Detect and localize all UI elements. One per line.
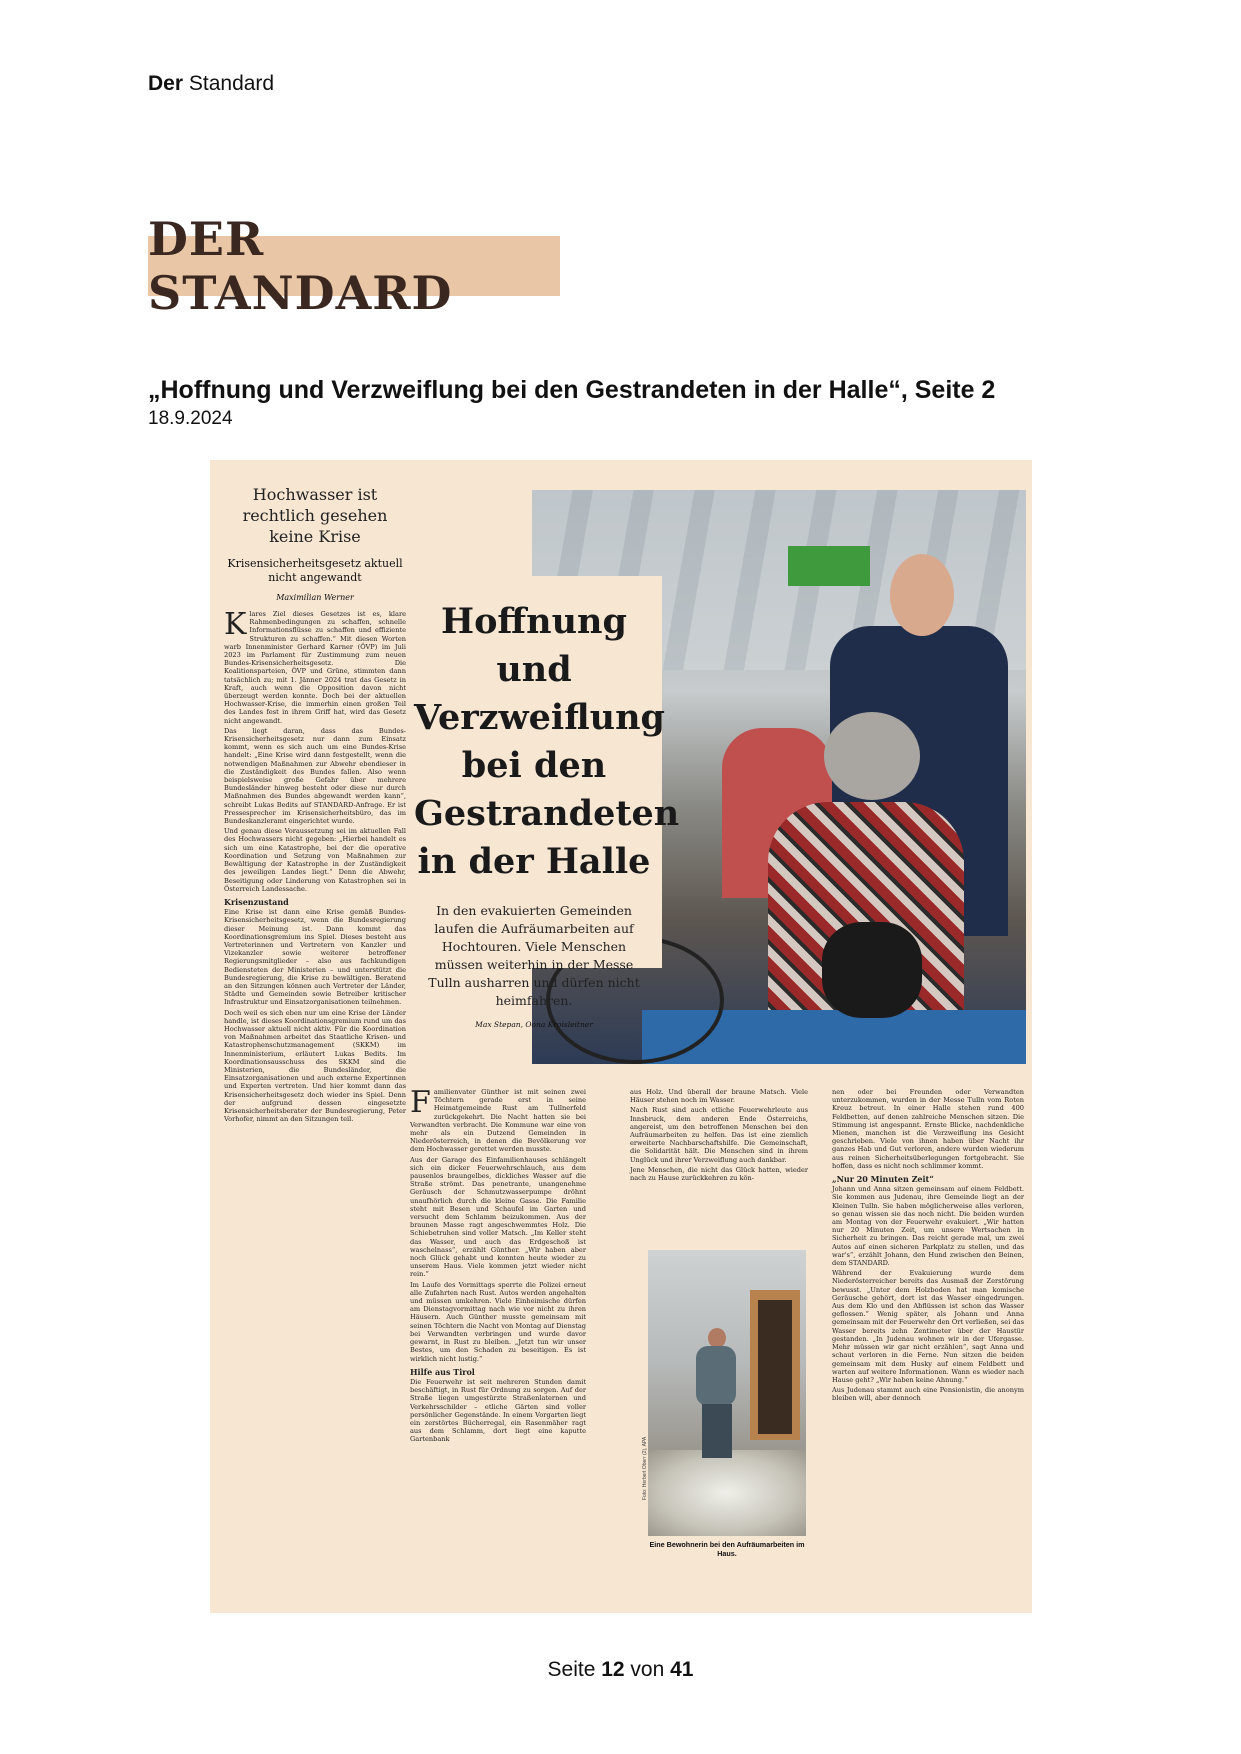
cleanup-photo	[648, 1250, 806, 1536]
source-header	[148, 72, 274, 96]
main-paragraph	[410, 1085, 586, 1154]
main-paragraph: Die Feuerwehr ist seit mehreren Stunden damit beschäftigt, in Rust für Ordnung zu sorgen. Auf der Straße liegen umgestürzte Straßenlaternen und Verkehrsschilder – etliche Gärten sind voller persönlicher Gegenstände. In einem Vorgarten liegt ein zerstörtes Bücherregal, ein Rasenmäher ragt aus dem Schlamm, dort liegt eine kaputte Gartenbank	[410, 1377, 586, 1444]
photo-knit-hat	[824, 712, 920, 800]
footer-prefix: Seite	[547, 1658, 602, 1681]
main-byline: Max Stepan, Oona Kroisleitner	[475, 1020, 593, 1029]
main-subhead: „Nur 20 Minuten Zeit“	[832, 1174, 934, 1185]
photo-figure-body	[696, 1346, 736, 1406]
main-paragraph: Aus der Garage des Einfamilienhauses schlängelt sich ein dicker Feuerwehrschlauch, aus dem pausenlos braungelbes, dickliches Wasser auf die Straße strömt. Das penetrante, unangenehme Geräusch der Schmutzwasserpumpe dröhnt unaufhörlich durch die kleine Gasse. Die Familie steht mit Besen und Schaufel im Garten und versucht dem Schlamm beizukommen. Aus der braunen Masse ragt angeschwemmtes Holz. Die Schiebetruhen sind voller Matsch. „Im Keller steht das Wasser, und auch das Erdgeschoß ist waschelnass“, erzählt Günther. „Wir haben aber noch Glück gehabt und konnten heute wieder zu unserem Haus. Viele kommen jetzt wieder nicht rein.“	[410, 1155, 586, 1279]
total-pages: 41	[670, 1658, 694, 1681]
main-column-2	[630, 1088, 808, 1184]
page-footer	[0, 1658, 1241, 1682]
sidebar-body	[224, 607, 406, 1124]
paragraph-text: amilienvater Günther ist mit seinen zwei Töchtern gerade erst in seine Heimatgemeinde Rust am Tullnerfeld zurückgekehrt. Die Nacht hatten sie bei Verwandten verbracht. Die Kommune war eine von mehr als ein Dutzend Gemeinden in Niederösterreich, in denen die Bevölkerung vor dem Hochwasser gerettet werden musste.	[410, 1088, 586, 1154]
source-brand-bold: Der	[148, 72, 184, 95]
sidebar-paragraph: Eine Krise ist dann eine Krise gemäß Bundes-Krisensicherheitsgesetz, wenn die Bundesregierung dieser Meinung ist. Dann kommt das Koordinationsgremium ins Spiel. Dieses besteht aus Vertreterinnen und Vertretern von Kanzler und Vizekanzler sowie weiterer betroffener Regierungsmitglieder – also aus fachkundigen Bediensteten der Ministerien – und unterstützt die Bundesregierung, die Krise zu bewältigen. Beratend an den Sitzungen können auch Vertreter der Länder, Städte und Gemeinden sowie Betreiber kritischer Infrastruktur und Einsatzorganisationen teilnehmen.	[224, 908, 406, 1007]
main-column-3	[832, 1088, 1024, 1405]
sidebar-article	[224, 484, 406, 1125]
sidebar-paragraph: Das liegt daran, dass das Bundes-Krisensicherheitsgesetz nur dann zum Einsatz kommt, wenn es sich auch um eine Bundes-Krise handelt: „Eine Krise wird dann festgestellt, wenn die notwendigen Maßnahmen zur Abwehr ebendieser in die Zuständigkeit des Bundes fallen. Also wenn beispielsweise große Gefahr über mehrere Bundesländer hinweg besteht oder diese nur durch Maßnahmen des Bundes abgewandt werden kann“, schreibt Lukas Bedits auf STANDARD-Anfrage. Er ist Pressesprecher im Krisensicherheitsbüro, das im Bundeskanzleramt eingerichtet wurde.	[224, 726, 406, 826]
photo-credit: Foto: Herbert Oberr (2), APA	[642, 1436, 648, 1500]
main-paragraph: Jene Menschen, die nicht das Glück hatten, wieder nach zu Hause zurückkehren zu kön-	[630, 1165, 808, 1183]
photo-doorway	[758, 1300, 792, 1434]
sidebar-headline: Hochwasser ist rechtlich gesehen keine Krise	[242, 485, 388, 546]
document-date: 18.9.2024	[148, 408, 233, 429]
source-brand-rest: Standard	[183, 72, 275, 95]
sidebar-subhead: Krisenzustand	[224, 896, 289, 907]
photo-bag	[822, 922, 922, 1018]
main-paragraph: nen oder bei Freunden oder Verwandten unterzukommen, wurden in der Messe Tulln vom Roten Kreuz betreut. In einer Halle stehen rund 400 Feldbetten, auf denen zahlreiche Menschen sitzen. Die Stimmung ist angespannt. Ernste Blicke, nachdenkliche Mienen, manchen ist die Verzweiflung ins Gesicht geschrieben. Viele von ihnen haben über Nacht ihr ganzes Hab und Gut verloren, andere wurden wiederum aus reinen Sicherheitsüberlegungen fortgebracht. Sie hoffen, dass es nicht noch schlimmer kommt.	[832, 1088, 1024, 1170]
photo-figure-legs	[702, 1404, 732, 1458]
document-title: „Hoffnung und Verzweiflung bei den Gestrandeten in der Halle“, Seite 2	[148, 376, 996, 404]
sidebar-paragraph: Und genau diese Voraussetzung sei im aktuellen Fall des Hochwassers nicht gegeben: „Hierbei handelt es sich um eine Katastrophe, bei der die operative Koordination und Setzung von Maßnahmen zur Bewältigung der Katastrophe in der Zuständigkeit des jeweiligen Landes liegt.“ Denn die Abwehr, Beseitigung oder Linderung von Katastrophen sei in Österreich Landessache.	[224, 827, 406, 893]
main-headline-box	[406, 576, 680, 1029]
photo-caption: Eine Bewohnerin bei den Aufräumarbeiten im Haus.	[649, 1540, 805, 1558]
main-paragraph: Aus Judenau stammt auch eine Pensionistin, die anonym bleiben will, aber dennoch	[832, 1386, 1024, 1403]
dropcap: K	[224, 607, 247, 642]
sidebar-paragraph	[224, 607, 406, 725]
main-column-1	[410, 1085, 586, 1446]
main-paragraph: Nach Rust sind auch etliche Feuerwehrleute aus Innsbruck, dem anderen Ende Österreichs, angereist, um den betroffenen Menschen bei den Aufräumarbeiten zu helfen. Das ist eine ziemlich erweiterte Nachbarschaftshilfe. Die Gemeinschaft, die Solidarität hält. Die Menschen sind in ihrem Unglück und ihrer Verzweiflung auch dankbar.	[630, 1106, 808, 1164]
current-page-number: 12	[601, 1658, 625, 1681]
sidebar-author: Maximilian Werner	[276, 593, 354, 602]
paragraph-text: lares Ziel dieses Gesetzes ist es, klare Rahmenbedingungen zu schaffen, schnelle Informationsflüsse zu schaffen und effiziente Strukturen zu schaffen.“ Mit diesen Worten warb Innenminister Gerhard Karner (ÖVP) im Juli 2023 im Parlament für Zustimmung zum neuen Bundes-Krisensicherheitsgesetz. Die Koalitionsparteien, ÖVP und Grüne, stimmten dann tatsächlich zu; mit 1. Jänner 2024 trat das Gesetz in Kraft, auch wenn die Opposition davon nicht überzeugt werden konnte. Doch bei der aktuellen Hochwasser-Krise, die immerhin einen großen Teil des Landes fest in ihrem Griff hat, wird das Gesetz nicht angewandt.	[224, 610, 406, 725]
main-subhead: Hilfe aus Tirol	[410, 1366, 475, 1377]
newspaper-logo	[148, 212, 560, 320]
newspaper-clipping	[210, 460, 1032, 1613]
dropcap: F	[410, 1085, 431, 1120]
logo-text: DER STANDARD	[148, 212, 453, 320]
exit-sign	[788, 546, 870, 586]
sidebar-paragraph: Doch weil es sich eben nur um eine Krise der Länder handle, ist dieses Koordinationsgremium rund um das Hochwasser aktuell nicht aktiv. Für die Koordination von Maßnahmen arbeitet das Staatliche Krisen- und Katastrophenschutzmanagement (SKKM) im Innenministerium, erläutert Lukas Bedits. Im Koordinationsausschuss des SKKM sind die Ministerien, die Bundesländer, die Einsatzorganisationen und auch externe Expertinnen und Experten vertreten. Und hier kommt dann das Krisensicherheitsgesetz doch wieder ins Spiel. Denn der aufgrund dessen eingesetzte Krisensicherheitsberater der Bundesregierung, Peter Vorhofer, nimmt an den Sitzungen teil.	[224, 1008, 406, 1124]
main-paragraph: Während der Evakuierung wurde dem Niederösterreicher bereits das Ausmaß der Zerstörung bewusst. „Unter dem Holzboden hat man komische Geräusche gehört, dort ist das Wasser eingedrungen. Aus dem Klo und den Abflüssen ist schon das Wasser geflossen.“ Wenig später, als Johann und Anna gemeinsam mit der Feuerwehr den Ort verließen, sei das Wasser bereits zehn Zentimeter über der Haustür gestanden. „In Judenau wohnen wir in der Ufergasse. Mehr müssen wir gar nicht erzählen“, sagt Anna und schaut verloren in die Ferne. Nun sitzen die beiden gemeinsam mit dem Husky auf einem Feldbett und warten auf weitere Informationen. Wann es wieder nach Hause geht? „Wir haben keine Ahnung.“	[832, 1269, 1024, 1384]
sidebar-subline: Krisensicherheitsgesetz aktuell nicht angewandt	[227, 557, 403, 584]
footer-mid: von	[624, 1658, 671, 1681]
main-lead: In den evakuierten Gemeinden laufen die Aufräumarbeiten auf Hochtouren. Viele Menschen müssen weiterhin in der Messe Tulln ausharren und dürfen nicht heimfahren.	[428, 903, 640, 1008]
main-paragraph: aus Holz. Und überall der braune Matsch. Viele Häuser stehen noch im Wasser.	[630, 1088, 808, 1105]
main-paragraph: Johann und Anna sitzen gemeinsam auf einem Feldbett. Sie kommen aus Judenau, ihre Gemeinde liegt an der Kleinen Tulln. Sie haben möglicherweise alles verloren, so genau wissen sie das noch nicht. Die beiden wurden am Montag von der Feuerwehr evakuiert. „Wir hatten nur 20 Minuten Zeit, um unsere Wertsachen in Sicherheit zu bringen. Das reicht gerade mal, um zwei Autos auf einen sicheren Parkplatz zu stellen, und das war's“, erzählt Johann, den Hund zwischen den Beinen, dem STANDARD.	[832, 1185, 1024, 1268]
photo-woman-head	[890, 554, 954, 636]
main-headline: Hoffnung und Verzweiflung bei den Gestrandeten in der Halle	[414, 601, 680, 882]
main-paragraph: Im Laufe des Vormittags sperrte die Polizei erneut alle Zufahrten nach Rust. Autos werden angehalten und müssen umkehren. Viele Einheimische dürfen am Dienstagvormittag nach wie vor nicht zu ihren Häusern. Auch Günther musste gemeinsam mit seinen Töchtern die Nacht von Montag auf Dienstag bei Verwandten verbringen und wurde davor gewarnt, in Rust zu bleiben. „Jetzt tun wir unser Bestes, um den Schaden zu beseitigen. Es ist wirklich nicht lustig.“	[410, 1280, 586, 1363]
photo-figure-head	[708, 1328, 726, 1348]
photo-mud-floor	[648, 1450, 806, 1536]
